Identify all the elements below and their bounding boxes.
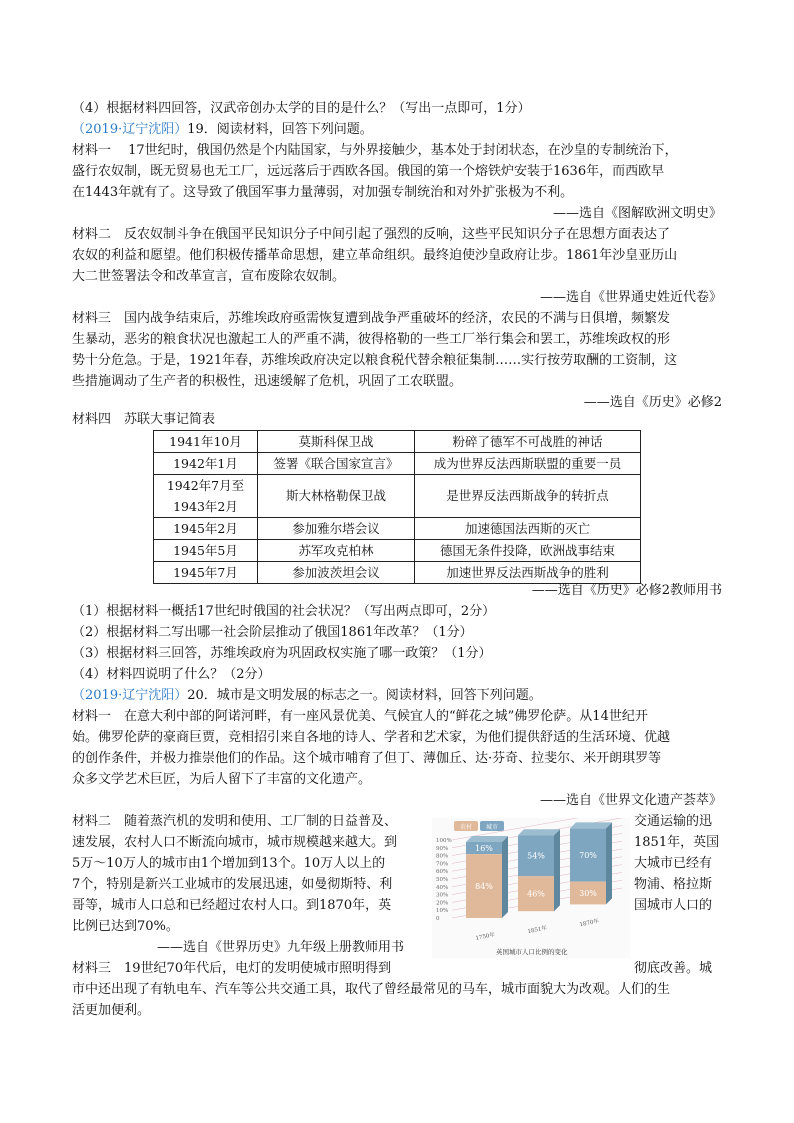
y-tick-label: 50% [436,877,449,883]
q19-question2: （2）根据材料二写出哪一社会阶层推动了俄国1861年改革？（1分） [72,625,473,640]
q18-part4: （4）根据材料四回答，汉武帝创办太学的目的是什么？（写出一点即可，1分） [72,101,531,116]
table-cell-date: 1941年10月 [154,431,258,453]
material2-line1: 材料二 反农奴制斗争在俄国平民知识分子中间引起了强烈的反响，这些平民知识分子在思想方面表达了 [72,227,671,242]
n1-line1: 材料一 在意大利中部的阿诺河畔，有一座风景优美、气候宜人的“鲜花之城”佛罗伦萨。从14世纪开 [72,709,648,724]
n3-line1-right: 彻底改善。城 [634,961,713,976]
table-cell-date [154,475,258,518]
q19-question1: （1）根据材料一概括17世纪时俄国的社会状况？（写出两点即可，2分） [72,604,496,619]
bar-side-1 [554,829,560,911]
rural-value-label: 30% [579,889,597,898]
q19-source: （2019·辽宁沈阳） [72,122,188,137]
bar-top-1 [518,829,560,835]
chart-title: 英国城市人口比例的变化 [496,948,568,956]
y-tick-label: 30% [436,892,449,899]
urban-population-chart [432,818,630,958]
y-tick-label: 20% [436,900,449,907]
table-cell-meaning: 是世界反法西斯战争的转折点 [415,475,641,518]
material3-line1: 材料三 国内战争结束后，苏维埃政府亟需恢复遭到战争严重破坏的经济，农民的不满与日俱增，频繁发 [72,311,671,326]
table-row [154,475,641,518]
material4-source: ——选自《历史》必修2教师用书 [531,583,722,598]
q19-heading [72,119,722,140]
n2-source: ——选自《世界历史》九年级上册教师用书 [157,940,405,955]
category-label: 1750年 [475,932,496,942]
material2-line2: 农奴的利益和愿望。他们积极传播革命思想，建立革命组织。最终迫使沙皇政府让步。1861年沙皇亚历山 [72,248,678,263]
material2-line3: 大二世签署法令和改革宣言，宣布废除农奴制。 [72,269,346,284]
table-cell-meaning: 加速德国法西斯的灭亡 [415,518,641,540]
table-cell-event: 参加波茨坦会议 [258,562,415,584]
urban-value-label: 54% [527,851,545,861]
rural-value-label: 84% [475,882,493,892]
n2-left-line1: 材料二 随着蒸汽机的发明和使用、工厂制的日益普及、 [72,814,398,829]
n1-source: ——选自《世界文化遗产荟萃》 [539,793,722,808]
table-cell-date: 1942年1月 [154,453,258,475]
material3-source: ——选自《历史》必修2 [583,395,722,410]
q19-question3: （3）根据材料三回答，苏维埃政府为巩固政权实施了哪一政策？（1分） [72,646,492,661]
material3-line2: 生暴动，恶劣的粮食状况也激起工人的严重不满，彼得格勒的一些工厂举行集会和罢工，苏维埃政权的形 [72,332,671,347]
q19-question4: （4）材料四说明了什么？（2分） [72,667,271,682]
n1-line2: 始。佛罗伦萨的豪商巨贾，竞相招引来自各地的诗人、学者和艺术家，为他们提供舒适的生活环境、优越 [72,730,671,745]
n3-line1: 材料三 19世纪70年代后，电灯的发明使城市照明得到 [72,961,392,976]
table-cell-event: 斯大林格勒保卫战 [258,475,415,518]
table-row [154,453,641,475]
rural-value-label: 46% [527,889,545,899]
soviet-events-table [153,430,641,584]
n2-left-line6: 比例已达到70%。 [72,919,179,934]
material3-line3: 势十分危急。于是，1921年春，苏维埃政府决定以粮食税代替余粮征集制……实行按劳取酬的工资制，这 [72,353,678,368]
q20-title: 20．城市是文明发展的标志之一。阅读材料，回答下列问题。 [187,688,542,703]
urban-value-label: 16% [475,844,493,854]
material1-line2: 盛行农奴制，既无贸易也无工厂，远远落后于西欧各国。俄国的第一个熔铁炉安装于1636年，而西欧早 [72,164,665,179]
category-label: 1851年 [527,925,548,936]
legend-label-urban: 城市 [485,824,499,831]
q19-title: 19．阅读材料，回答下列问题。 [187,122,373,137]
table-row [154,518,641,540]
bar-side-0 [502,836,508,918]
bar-top-2 [570,822,612,828]
table-cell-event: 签署《联合国家宣言》 [258,453,415,475]
date-line1: 1942年7月至 [166,478,245,493]
n1-line4: 众多文学艺术巨匠，为后人留下了丰富的文化遗产。 [72,772,372,787]
y-tick-label: 60% [436,869,449,876]
n2-right-line5: 国城市人口的 [634,898,713,913]
n3-line3: 活更加便利。 [72,1003,151,1018]
y-tick-label: 10% [436,908,449,915]
material1-line3: 在1443年就有了。这导致了俄国军事力量薄弱，对加强专制统治和对外扩张极为不利。 [72,185,574,200]
bar-top-0 [466,836,508,842]
table-cell-event: 苏军攻克柏林 [258,540,415,562]
date-line2: 1943年2月 [173,499,238,514]
table-cell-date: 1945年7月 [154,562,258,584]
table-cell-date: 1945年2月 [154,518,258,540]
y-tick-label: 40% [436,884,449,891]
material1-source: ——选自《图解欧洲文明史》 [552,206,722,221]
n2-right-line2: 1851年，英国 [634,835,720,850]
material3-line4: 些措施调动了生产者的积极性，迅速缓解了危机，巩固了工农联盟。 [72,374,463,389]
y-tick-label: 80% [436,853,449,860]
table-row [154,431,641,453]
urban-value-label: 70% [579,851,597,860]
category-label: 1870年 [579,918,600,929]
material1-line1: 材料一 17世纪时，俄国仍然是个内陆国家，与外界接触少，基本处于封闭状态，在沙皇的专制统治下， [72,143,678,158]
q20-heading [72,685,722,706]
y-tick-label: 90% [436,845,449,852]
n1-line3: 的创作条件，并极力推崇他们的作品。这个城市哺育了但丁、薄伽丘、达·芬奇、拉斐尔、米开朗琪罗等 [72,751,662,766]
n2-right-line1: 交通运输的迅 [634,814,713,829]
n2-left-line4: 7个，特别是新兴工业城市的发展迅速，如曼彻斯特、利 [72,877,393,892]
n2-left-line2: 速发展，农村人口不断流向城市，城市规模越来越大。到 [72,835,398,850]
n2-right-line3: 大城市已经有 [634,856,713,871]
bar-side-2 [606,822,612,904]
y-tick-label: 0 [436,916,440,922]
n2-right-line4: 物浦、格拉斯 [634,877,713,892]
table-cell-meaning: 加速世界反法西斯战争的胜利 [415,562,641,584]
table-cell-date: 1945年5月 [154,540,258,562]
table-cell-meaning: 德国无条件投降，欧洲战事结束 [415,540,641,562]
n2-left-line3: 5万～10万人的城市由1个增加到13个。10万人以上的 [72,856,386,871]
table-cell-event: 参加雅尔塔会议 [258,518,415,540]
legend-label-rural: 农村 [459,824,473,831]
table-cell-meaning: 粉碎了德军不可战胜的神话 [415,431,641,453]
table-row [154,540,641,562]
y-tick-label: 100% [436,838,452,844]
table-cell-event: 莫斯科保卫战 [258,431,415,453]
q20-source: （2019·辽宁沈阳） [72,688,188,703]
y-tick-label: 70% [436,861,449,868]
material2-source: ——选自《世界通史姓近代卷》 [539,290,722,305]
table-cell-meaning: 成为世界反法西斯联盟的重要一员 [415,453,641,475]
material4-title: 材料四 苏联大事记简表 [72,412,216,427]
n2-left-line5: 哥等，城市人口总和已经超过农村人口。到1870年，英 [72,898,392,913]
n3-line2: 市中还出现了有轨电车、汽车等公共交通工具，取代了曾经最常见的马车，城市面貌大为改观。人们的生 [72,982,671,997]
